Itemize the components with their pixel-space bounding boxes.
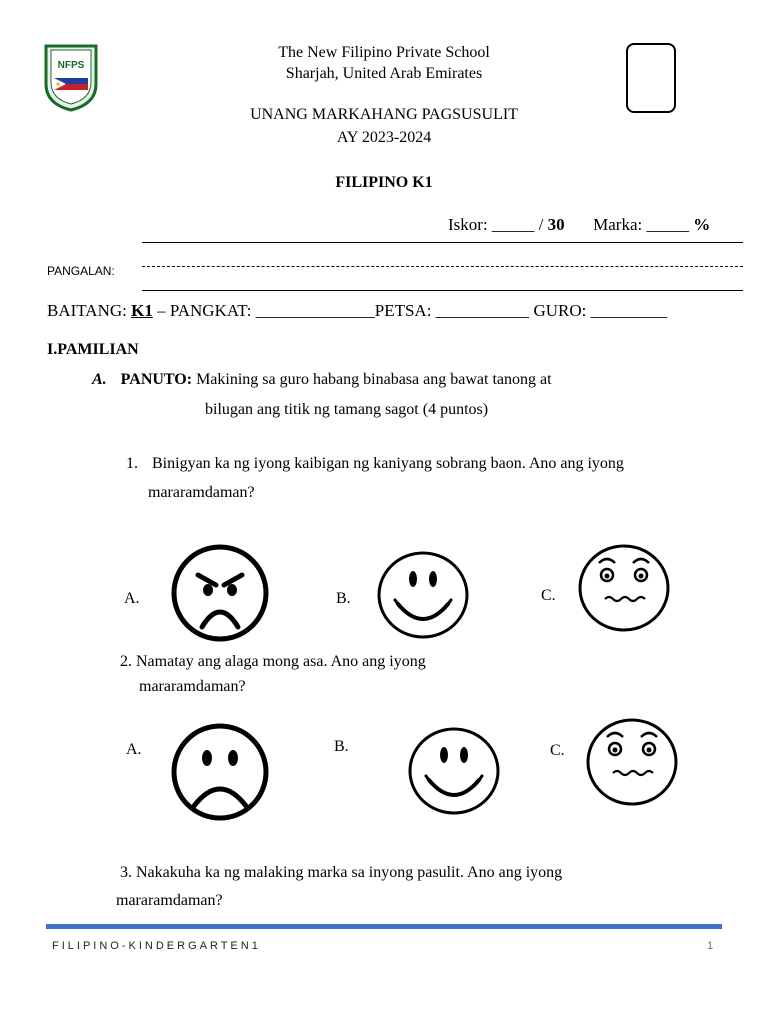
question-text: Nakakuha ka ng malaking marka sa inyong pasulit. Ano ang iyong: [136, 864, 563, 881]
question-text: Binigyan ka ng iyong kaibigan ng kaniyang sobrang baon. Ano ang iyong: [152, 455, 624, 472]
footer-bar: [46, 924, 722, 929]
section-letter: A.: [92, 371, 107, 388]
question-number: 2.: [120, 653, 132, 670]
question-2: [120, 653, 426, 671]
pangkat-label: – PANGKAT: ______________: [157, 301, 375, 320]
question-3: [120, 864, 562, 882]
nervous-face-icon[interactable]: [577, 543, 671, 633]
percent-sign: %: [693, 215, 711, 234]
footer-text: FILIPINO-KINDERGARTEN1: [52, 940, 261, 952]
subject-title: FILIPINO K1: [335, 174, 433, 191]
guro-label: GURO:: [533, 301, 587, 320]
option-letter[interactable]: C.: [541, 587, 556, 604]
panuto-label: PANUTO:: [120, 371, 193, 388]
option-letter[interactable]: A.: [124, 590, 140, 607]
iskor-label: Iskor: _____ /: [448, 215, 544, 234]
question-1: [126, 455, 624, 473]
academic-year: AY 2023-2024: [336, 129, 432, 146]
score-line: [448, 215, 710, 235]
question-2-line2: mararamdaman?: [139, 678, 246, 695]
guro-blank: _________: [590, 301, 668, 320]
photo-box: [626, 43, 676, 113]
logo-text: NFPS: [57, 60, 85, 71]
panuto-text1: Makining sa guro habang binabasa ang bawat tanong at: [196, 371, 552, 388]
panuto-line2: bilugan ang titik ng tamang sagot (4 puntos): [205, 401, 489, 418]
iskor-total: 30: [547, 215, 565, 234]
question-number: 3.: [120, 864, 132, 881]
panuto-line1: [92, 371, 552, 389]
question-number: 1.: [126, 455, 138, 472]
question-3-line2: mararamdaman?: [116, 892, 223, 909]
name-underline: [142, 290, 743, 291]
section-title: I.PAMILIAN: [47, 341, 139, 358]
divider: [142, 242, 743, 243]
pangalan-label: PANGALAN:: [47, 264, 115, 278]
nervous-face-icon[interactable]: [585, 717, 679, 807]
option-letter[interactable]: A.: [126, 741, 142, 758]
option-letter[interactable]: C.: [550, 742, 565, 759]
sad-face-icon[interactable]: [170, 722, 270, 822]
baitang-line: [47, 301, 667, 321]
baitang-value: K1: [131, 301, 153, 320]
petsa-label: PETSA: ___________: [374, 301, 530, 320]
dashed-line: [142, 266, 743, 267]
school-location: Sharjah, United Arab Emirates: [285, 65, 483, 82]
angry-face-icon[interactable]: [170, 543, 270, 643]
happy-face-icon[interactable]: [376, 550, 470, 640]
baitang-label: BAITANG:: [47, 301, 127, 320]
question-text: Namatay ang alaga mong asa. Ano ang iyong: [136, 653, 426, 670]
school-name: The New Filipino Private School: [278, 44, 490, 61]
option-letter[interactable]: B.: [336, 590, 351, 607]
page-number: 1: [707, 940, 714, 952]
option-letter[interactable]: B.: [334, 738, 349, 755]
happy-face-icon[interactable]: [407, 726, 501, 816]
exam-title: UNANG MARKAHANG PAGSUSULIT: [250, 106, 518, 123]
question-1-line2: mararamdaman?: [148, 484, 255, 501]
marka-label: Marka: _____: [593, 215, 689, 234]
